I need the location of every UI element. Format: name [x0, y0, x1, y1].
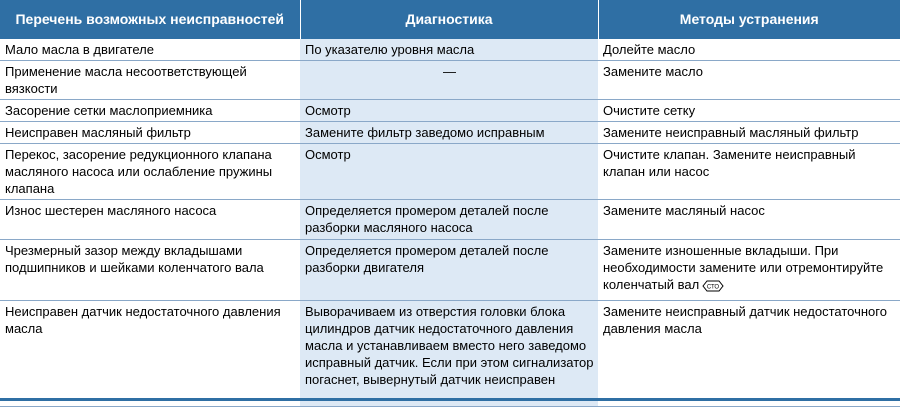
- fault-cell: Засорение сетки маслоприемника: [0, 100, 300, 122]
- diagnosis-cell: Осмотр: [300, 144, 598, 200]
- table-row: [0, 100, 900, 122]
- remedy-text: Замените изношенные вкладыши. При необходимости замените или отремонтируйте коленчатый вал: [603, 243, 884, 292]
- diagnosis-cell: Определяется промером деталей после разборки двигателя: [300, 240, 598, 301]
- table-header-row: [0, 0, 900, 39]
- remedy-cell: Долейте масло: [598, 39, 900, 61]
- diagnosis-cell: Осмотр: [300, 100, 598, 122]
- fault-cell: Неисправен масляный фильтр: [0, 122, 300, 144]
- remedy-cell: Очистите сетку: [598, 100, 900, 122]
- remedy-cell: Замените масло: [598, 61, 900, 100]
- table-row: [0, 301, 900, 407]
- service-station-label: СТО: [707, 283, 720, 290]
- table-row: [0, 39, 900, 61]
- diagnosis-cell: —: [300, 61, 598, 100]
- service-station-icon: [702, 280, 724, 292]
- remedy-cell: Замените неисправный масляный фильтр: [598, 122, 900, 144]
- bottom-rule: [0, 398, 900, 401]
- table-row: [0, 240, 900, 301]
- fault-cell: Перекос, засорение редукционного клапана масляного насоса или ослабление пружины клапана: [0, 144, 300, 200]
- diagnosis-cell: Определяется промером деталей после разборки масляного насоса: [300, 200, 598, 240]
- header-faults: Перечень возможных неисправностей: [0, 0, 300, 39]
- header-remedies: Методы устранения: [598, 0, 900, 39]
- fault-cell: Мало масла в двигателе: [0, 39, 300, 61]
- remedy-cell: Замените масляный насос: [598, 200, 900, 240]
- table-row: [0, 61, 900, 100]
- table-row: [0, 144, 900, 200]
- fault-cell: Чрезмерный зазор между вкладышами подшипников и шейками коленчатого вала: [0, 240, 300, 301]
- remedy-cell: Замените неисправный датчик недостаточного давления масла: [598, 301, 900, 407]
- fault-cell: Применение масла несоответствующей вязкости: [0, 61, 300, 100]
- remedy-cell: [598, 240, 900, 301]
- diagnosis-cell: По указателю уровня масла: [300, 39, 598, 61]
- remedy-cell: Очистите клапан. Замените неисправный клапан или насос: [598, 144, 900, 200]
- diagnosis-cell: Выворачиваем из отверстия головки блока цилиндров датчик недостаточного давления масла и устанавливаем вместо него заведомо исправный датчик. Если при этом сигнализатор погаснет, вывернутый датчик неисправен: [300, 301, 598, 407]
- table-row: [0, 200, 900, 240]
- table-row: [0, 122, 900, 144]
- diagnosis-cell: Замените фильтр заведомо исправным: [300, 122, 598, 144]
- fault-cell: Неисправен датчик недостаточного давления масла: [0, 301, 300, 407]
- header-diagnosis: Диагностика: [300, 0, 598, 39]
- fault-cell: Износ шестерен масляного насоса: [0, 200, 300, 240]
